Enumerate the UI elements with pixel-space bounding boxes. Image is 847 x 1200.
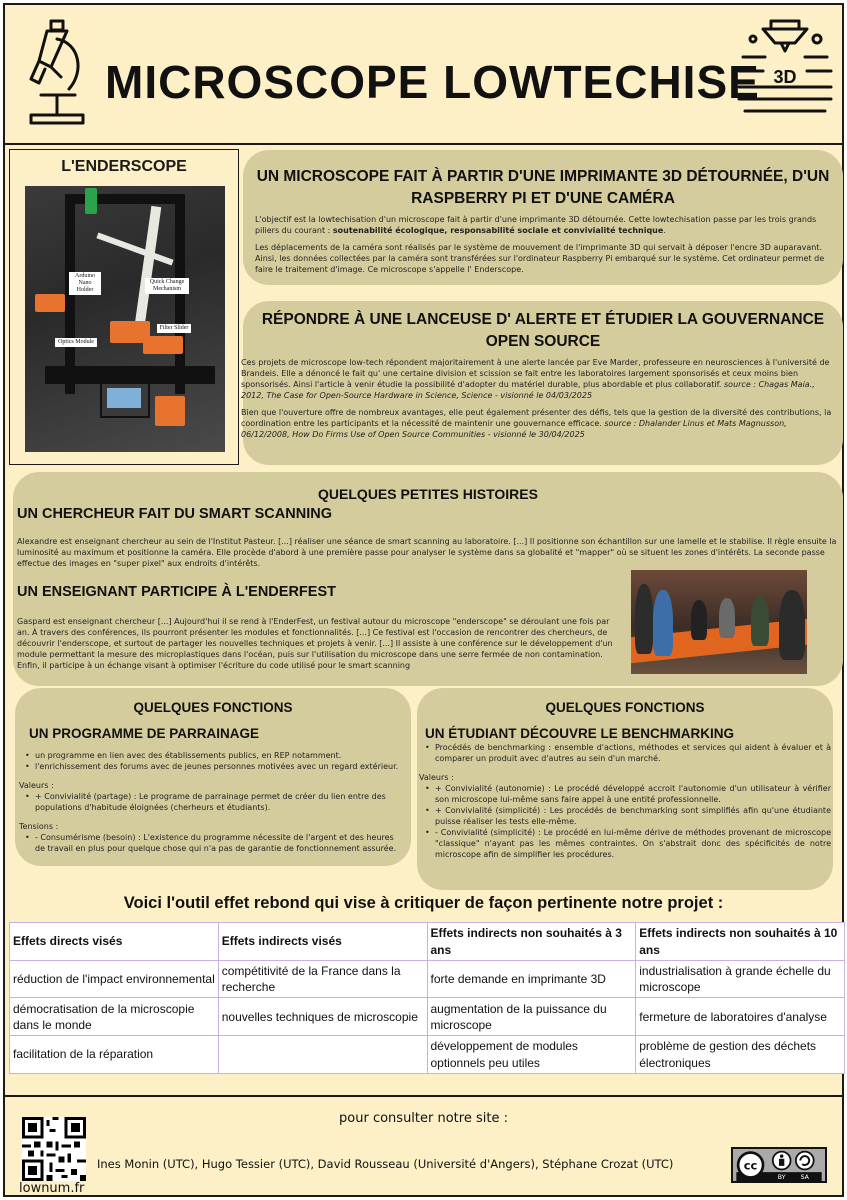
card4-value: • + Convivialité (partage) : Le programe de parrainage permet de créer du lien entre des populations d'habitude éloignées (cherheurs et étudiants). [19, 791, 404, 813]
table-header-row [10, 923, 845, 961]
card2-title: RÉPONDRE À UNE LANCEUSE D' ALERTE ET ÉTUDIER LA GOUVERNANCE OPEN SOURCE [261, 311, 825, 350]
table-cell: développement de modules optionnels peu utiles [427, 1036, 636, 1073]
card-whistleblower [243, 301, 843, 465]
rebound-effects-table [9, 922, 845, 1074]
table-cell: industrialisation à grande échelle du microscope [636, 961, 845, 998]
story1-text: Alexandre est enseignant chercheur au sein de l'Institut Pasteur. [...] réaliser une séance de smart scanning au laboratoire. [...] Il positionne son échantillon sur une lamelle et le stabilise. Il règle ensuite la luminosité au maximum et positionne la caméra. Elle procède d'abord à une première passe pour analyser le système dans sa globalité et "mapper" où se situent les zones d'intérêts. La seconde passe effectue des images en "super pixel" aux endroits d'intérêts. [17, 537, 837, 569]
header-direct: Effets directs visés [10, 923, 219, 961]
card-stories [13, 472, 843, 686]
card5-value: • - Convivialité (simplicité) : Le procédé en lui-même dérive de méthodes provenant de microscope "classique" n'ayant pas les mêmes contraintes. On s'abstrait donc des spécificités de notre microscope afin de simplifier les procédures. [419, 827, 831, 860]
table-cell: fermeture de laboratoires d'analyse [636, 998, 845, 1036]
table-cell: facilitation de la réparation [10, 1036, 219, 1073]
card1-title: UN MICROSCOPE FAIT À PARTIR D'UNE IMPRIMANTE 3D DÉTOURNÉE, D'UN RASPBERRY PI ET D'UNE CAMÉRA [256, 168, 830, 207]
table-cell: nouvelles techniques de microscopie [218, 998, 427, 1036]
table-cell: augmentation de la puissance du microscope [427, 998, 636, 1036]
consult-text: pour consulter notre site : [339, 1111, 508, 1126]
card4-bullet: • l'enrichissement des forums avec de jeunes personnes motivées avec un regard extérieur. [19, 761, 404, 772]
table-row [10, 961, 845, 998]
table-row [10, 1036, 845, 1073]
poster [3, 3, 844, 1197]
card5-value: • + Convivialité (autonomie) : Le procédé développé accroit l'autonomie d'un utilisateur à vérifier son microscope lui-même sans faire appel à une entité professionnelle. [419, 783, 831, 805]
table-cell [218, 1036, 427, 1073]
card4-values-label: Valeurs : [19, 781, 54, 791]
poster-title: MICROSCOPE LOWTECHISE [105, 56, 760, 108]
microscope-icon [21, 15, 93, 133]
photo-label-filter: Filter Slider [157, 324, 191, 333]
authors: Ines Monin (UTC), Hugo Tessier (UTC), David Rousseau (Université d'Angers), Stéphane Crozat (UTC) [97, 1157, 674, 1171]
header-unwanted-3y: Effets indirects non souhaités à 3 ans [427, 923, 636, 961]
enderscope-title: L'ENDERSCOPE [61, 158, 187, 175]
card4-tensions-label: Tensions : [19, 822, 59, 832]
svg-text:SA: SA [800, 1174, 809, 1182]
svg-text:cc: cc [743, 1158, 758, 1173]
card5-subtitle: UN ÉTUDIANT DÉCOUVRE LE BENCHMARKING [425, 726, 735, 741]
card-benchmarking [417, 688, 833, 890]
3d-printer-icon [735, 17, 835, 125]
svg-text:BY: BY [777, 1174, 786, 1182]
card4-title: QUELQUES FONCTIONS [133, 700, 293, 715]
stories-title: QUELQUES PETITES HISTOIRES [318, 486, 538, 502]
card2-text: Ces projets de microscope low-tech répondent majoritairement à une alerte lancée par Eve Marder, professeure en neurosciences à l'université de Brandeis. Elle a dénoncé le fait qu' une certaine division et scission se fait entre les laboratoires largement sponsorisés et ceux moins bien sponsorisés. Ainsi l'article à venir étudie la possibilité d'adopter du matériel durable, plus abordable et plus collaboratif. source : Chagas Maia., 2012, The Case for Open-Source Hardware in Science, Science - visionné le 04/03/2025 Bien que l'ouverture offre de nombreux avantages, elle peut également présenter des défis, tels que la gestion de la diversité des contributions, la coordination entre les participants et la nécessité de maintenir une gouvernance efficace. source : Dhalander Linus et Mats Magnusson, 06/12/2008, How Do Firms Use of Open Source Communities - visionné le 30/04/2025 [241, 358, 832, 440]
table-cell: problème de gestion des déchets électroniques [636, 1036, 845, 1073]
card5-value: • + Convivialité (simplicité) : Les procédés de benchmarking sont simplifiés afin qu'une étudiante puisse réaliser les tests elle-même. [419, 805, 831, 827]
site-link[interactable]: lownum.fr [19, 1181, 85, 1196]
printer-label: 3D [773, 67, 797, 87]
qr-code-icon[interactable] [22, 1117, 86, 1181]
table-row [10, 998, 845, 1036]
rebound-tool-intro: Voici l'outil effet rebond qui vise à critiquer de façon pertinente notre projet : [123, 894, 724, 912]
card-microscope-intro [243, 150, 843, 285]
card4-subtitle: UN PROGRAMME DE PARRAINAGE [29, 726, 260, 741]
enderscope-photo [25, 186, 225, 452]
card5-title: QUELQUES FONCTIONS [545, 700, 705, 715]
story2-text: Gaspard est enseignant chercheur [...] Aujourd'hui il se rend à l'EnderFest, un festival autour du microscope "enderscope" se déroulant une fois par an. À travers des conférences, ils pourront présenter les modules et fonctionnalités. [...] Ce festival est l'occasion de rencontrer des chercheurs, de découvrir l'enderscope, et surtout de partager les nouvelles techniques et projets à venir. [...] Il assiste à une conférence sur le développement d'un module permettant la mesure des microplastiques dans l'océan, puis sur l'utilisation du microscope dans une serre fermée de non contamination. Enfin, il participe à un échange visant à optimiser l'écriture du code utilisé pour le smart scanning [17, 617, 613, 671]
photo-label-optics: Optics Module [55, 338, 97, 347]
table-cell: réduction de l'impact environnemental [10, 961, 219, 998]
header-unwanted-10y: Effets indirects non souhaités à 10 ans [636, 923, 845, 961]
header [5, 5, 842, 145]
table-cell: compétitivité de la France dans la recherche [218, 961, 427, 998]
story2-title: UN ENSEIGNANT PARTICIPE À L'ENDERFEST [17, 584, 336, 600]
table-cell: démocratisation de la microscopie dans le monde [10, 998, 219, 1036]
card-sponsorship [15, 688, 411, 866]
table-cell: forte demande en imprimante 3D [427, 961, 636, 998]
header-indirect: Effets indirects visés [218, 923, 427, 961]
story1-title: UN CHERCHEUR FAIT DU SMART SCANNING [17, 506, 332, 522]
card5-bullet: • Procédés de benchmarking : ensemble d'actions, méthodes et services qui aident à évaluer et à comparer un produit avec d'autres au sein d'un marché. [419, 742, 831, 764]
card5-values-label: Valeurs : [419, 773, 454, 783]
card4-tension: • - Consumérisme (besoin) : L'existence du programme nécessite de l'argent et des heures de travail en plus pour quelque chose qui n'a pas de garantie de fonctionnement assurée. [19, 832, 404, 854]
photo-label-quick-change: Quick Change Mechanism [145, 278, 189, 294]
card1-text: L'objectif est la lowtechisation d'un microscope fait à partir d'une imprimante 3D détournée. Cette lowtechisation passe par les trois grands piliers du courant : soutenabilité écologique, responsabilité sociale et convivialité technique. Les déplacements de la caméra sont réalisés par le système de mouvement de l'imprimante 3D qui servait à déposer l'encre 3D auparavant. Ainsi, les données collectées par la caméra sont transférées sur l'ordinateur Raspberry Pi embarqué sur le système. Cet ordinateur permet de faire le traitement d'image. Ce microscope s'appelle l' Enderscope. [255, 215, 825, 275]
enderfest-photo [631, 570, 807, 674]
cc-by-sa-icon [731, 1147, 827, 1183]
enderscope-panel [9, 149, 239, 465]
footer [5, 1095, 842, 1197]
photo-label-arduino: Arduino Nano Holder [69, 272, 101, 295]
card4-bullet: • un programme en lien avec des établissements publics, en REP notamment. [19, 750, 404, 761]
